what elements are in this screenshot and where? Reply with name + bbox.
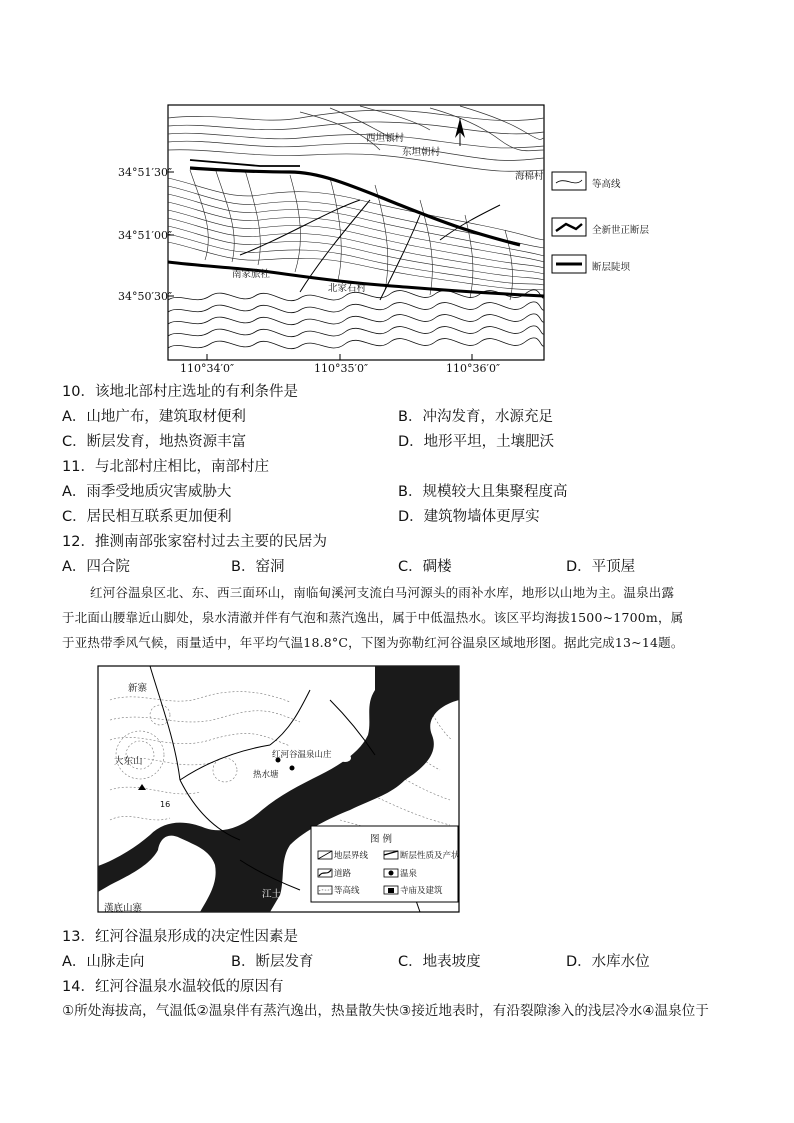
legend-label: 全新世正断层 [592,225,650,236]
latitude-label: 34°51′30″ [118,166,173,179]
place-name: 海棉村 [515,171,544,182]
figure-1-topographic-map [0,0,794,380]
legend-label: 道路 [334,869,352,879]
legend-label: 等高线 [334,886,360,896]
place-name: 北家石村 [328,283,367,294]
question-10-option-c: C．断层发育，地热资源丰富 [62,434,247,450]
question-12-option-d: D．平顶屋 [566,559,636,575]
latitude-label: 34°50′30″ [118,290,173,303]
question-10-option-a: A．山地广布，建筑取材便利 [62,409,246,425]
question-12-option-a: A．四合院 [62,559,130,575]
figure-2-terrain-map [0,660,794,915]
place-name: 新寨 [128,683,148,694]
question-11-option-c: C．居民相互联系更加便利 [62,509,232,525]
legend-label: 地层界线 [334,851,369,861]
legend-label: 断层性质及产状 [400,851,460,861]
legend-label: 寺庙及建筑 [400,886,443,896]
legend-label: 等高线 [592,179,621,190]
place-name: 大东山 [114,756,143,767]
question-12-option-c: C．碉楼 [398,559,452,575]
map-number: 16 [160,800,171,809]
longitude-label: 110°34′0″ [180,362,235,375]
question-12-option-b: B．窑洞 [231,559,285,575]
question-14-stem: 14．红河谷温泉水温较低的原因有 [62,979,284,995]
place-name: 热水塘 [253,770,279,780]
place-name: 东坦朝村 [402,147,441,158]
question-14-statements: ①所处海拔高，气温低②温泉伴有蒸汽逸出，热量散失快③接近地表时，有沿裂隙渗入的浅层冷水④温泉位于 [62,1003,709,1019]
passage-line-1: 红河谷温泉区北、东、西三面环山，南临甸溪河支流白马河源头的雨补水库，地形以山地为主。温泉出露 [90,585,675,600]
longitude-label: 110°36′0″ [446,362,501,375]
question-10-option-b: B．冲沟发育，水源充足 [398,409,553,425]
legend-label: 断层陡坝 [592,262,631,273]
question-11-option-d: D．建筑物墙体更厚实 [398,509,540,525]
figure-1-svg [0,0,794,380]
legend-label: 温泉 [400,869,418,879]
place-name: 漢底山寨 [104,903,143,914]
question-13-stem: 13．红河谷温泉形成的决定性因素是 [62,929,298,945]
question-13-option-c: C．地表坡度 [398,954,481,970]
question-13-option-a: A．山脉走向 [62,954,145,970]
figure-2-svg [0,660,794,915]
passage-line-3: 于亚热带季风气候，雨量适中，年平均气温18.8°C，下图为弥勒红河谷温泉区域地形图。据此完成13~14题。 [62,635,684,650]
latitude-label: 34°51′00″ [118,229,173,242]
question-10-option-d: D．地形平坦，土壤肥沃 [398,434,555,450]
place-name: 江土坡 [262,889,291,900]
question-13-option-b: B．断层发育 [231,954,314,970]
question-11-option-b: B．规模较大且集聚程度高 [398,484,568,500]
question-11-option-a: A．雨季受地质灾害威胁大 [62,484,232,500]
legend-title: 图 例 [370,834,393,845]
place-name: 南家旅社 [232,269,271,280]
question-13-option-d: D．水库水位 [566,954,650,970]
place-name: 红河谷温泉山庄 [272,750,332,760]
question-11-stem: 11．与北部村庄相比，南部村庄 [62,459,269,475]
passage-line-2: 于北面山腰靠近山脚处，泉水清澈并伴有气泡和蒸汽逸出，属于中低温热水。该区平均海拔1500~1700m，属 [62,610,684,625]
question-12-stem: 12．推测南部张家窑村过去主要的民居为 [62,534,327,550]
figure-1-legend [552,172,586,273]
longitude-label: 110°35′0″ [314,362,369,375]
place-name: 西坦頓村 [366,133,405,144]
question-10-stem: 10．该地北部村庄选址的有利条件是 [62,384,298,400]
